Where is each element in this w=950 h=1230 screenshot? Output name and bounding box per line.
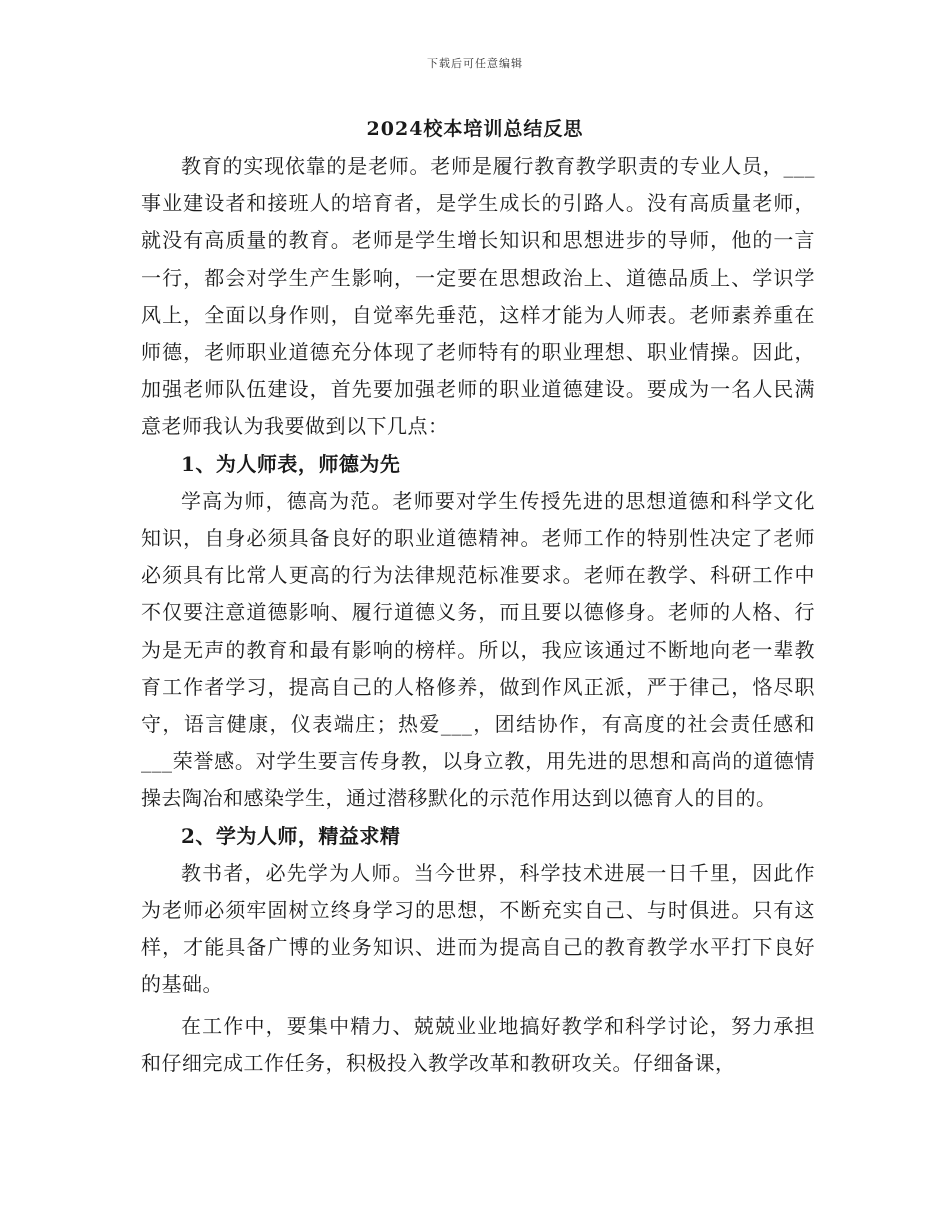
- paragraph-intro: 教育的实现依靠的是老师。老师是履行教育教学职责的专业人员，___事业建设者和接班人的培育者，是学生成长的引路人。没有高质量老师，就没有高质量的教育。老师是学生增长知识和思想进步的导师，他的一言一行，都会对学生产生影响，一定要在思想政治上、道德品质上、学识学风上，全面以身作则，自觉率先垂范，这样才能为人师表。老师素养重在师德，老师职业道德充分体现了老师特有的职业理想、职业情操。因此，加强老师队伍建设，首先要加强老师的职业道德建设。要成为一名人民满意老师我认为我要做到以下几点：: [141, 154, 815, 439]
- paragraph-section-2a: 教书者，必先学为人师。当今世界，科学技术进展一日千里，因此作为老师必须牢固树立终身学习的思想，不断充实自己、与时俱进。只有这样，才能具备广博的业务知识、进而为提高自己的教育教学水平打下良好的基础。: [141, 860, 815, 997]
- section-heading-2: 2、学为人师，精益求精: [181, 823, 401, 848]
- document-body: [141, 148, 815, 1082]
- paragraph-section-2b: 在工作中，要集中精力、兢兢业业地搞好教学和科学讨论，努力承担和仔细完成工作任务，积极投入教学改革和教研攻关。仔细备课，: [141, 1013, 815, 1075]
- paragraph-section-1: 学高为师，德高为范。老师要对学生传授先进的思想道德和科学文化知识，自身必须具备良好的职业道德精神。老师工作的特别性决定了老师必须具有比常人更高的行为法律规范标准要求。老师在教学、科研工作中不仅要注意道德影响、履行道德义务，而且要以德修身。老师的人格、行为是无声的教育和最有影响的榜样。所以，我应该通过不断地向老一辈教育工作者学习，提高自己的人格修养，做到作风正派，严于律己，恪尽职守，语言健康，仪表端庄；热爱___，团结协作，有高度的社会责任感和___荣誉感。对学生要言传身教，以身立教，用先进的思想和高尚的道德情操去陶冶和感染学生，通过潜移默化的示范作用达到以德育人的目的。: [141, 488, 815, 811]
- header-note: 下载后可任意编辑: [427, 57, 523, 70]
- document-title: 2024校本培训总结反思: [366, 118, 584, 140]
- section-heading-1: 1、为人师表，师德为先: [181, 451, 401, 476]
